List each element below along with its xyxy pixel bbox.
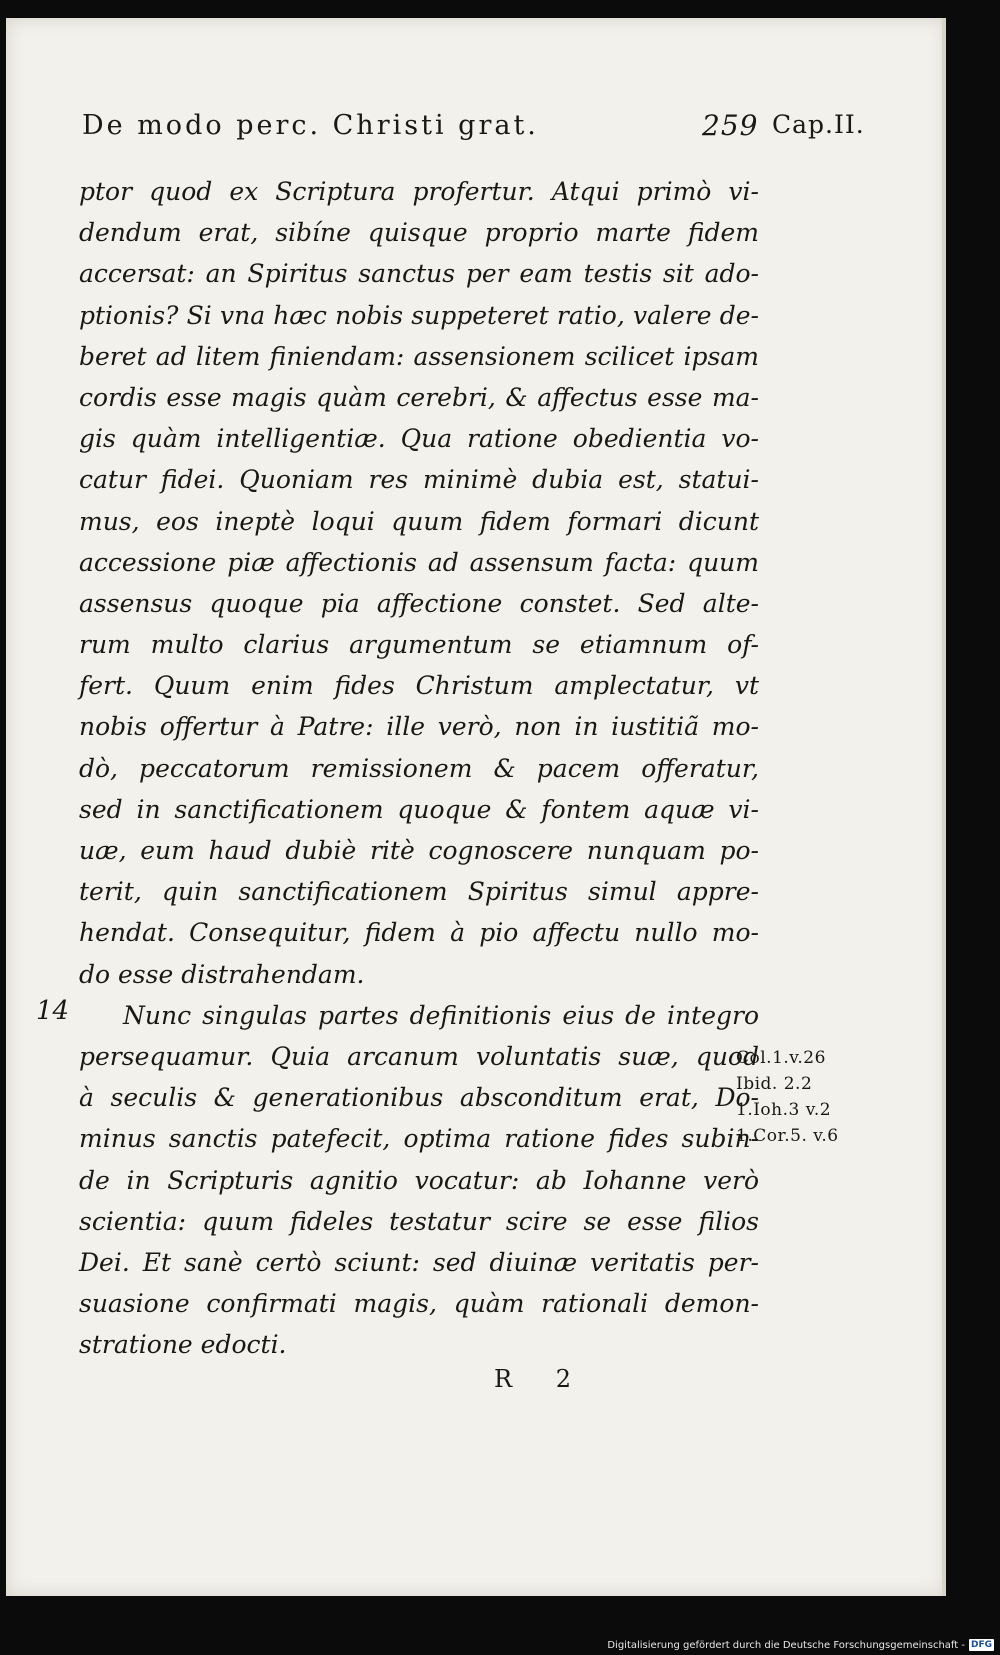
text-line: terit, quin sanctificationem Spiritus simul appre- [79,877,759,907]
text-line: ptor quod ex Scriptura profertur. Atqui primò vi- [79,177,759,206]
footer-credit: Digitalisierung gefördert durch die Deutsche Forschungsgemeinschaft - [607,1639,965,1651]
text-line: à seculis & generationibus absconditum erat, Do- [79,1083,759,1113]
text-line: sed in sanctificationem quoque & fontem aquæ vi- [79,794,759,824]
page-edge [942,18,946,1596]
text-line: gis quàm intelligentiæ. Qua ratione obedientia vo- [79,424,759,454]
text-line: stratione edocti. [79,1330,287,1360]
text-line: uæ, eum haud dubiè ritè cognoscere nunquam po- [79,836,759,865]
text-line: dò, peccatorum remissionem & pacem offeratur, [79,753,759,783]
margin-note: Ibid. 2.2 [736,1074,813,1094]
chapter-label: Cap.II. [772,110,865,139]
text-line: Dei. Et sanè certò sciunt: sed diuinæ veritatis per- [79,1247,759,1277]
text-line: rum multo clarius argumentum se etiamnum of- [79,630,759,660]
dfg-logo-icon: DFG [970,1640,992,1650]
text-line: hendat. Consequitur, fidem à pio affectu nullo mo- [79,918,759,948]
header-title: De modo perc. Christi grat. [82,110,539,141]
signature-mark: R 2 [494,1365,589,1393]
text-line: Nunc singulas partes definitionis eius de integro [123,1000,759,1030]
text-line: scientia: quum fideles testatur scire se esse filios [79,1206,759,1236]
body-text [79,171,759,1365]
margin-note: Col.1.v.26 [736,1048,826,1068]
book-page [6,18,946,1596]
margin-notes [736,1045,876,1149]
text-line: cordis esse magis quàm cerebri, & affectus esse ma- [79,382,759,412]
text-line: catur fidei. Quoniam res minimè dubia est, statui- [79,465,759,495]
text-line: persequamur. Quia arcanum voluntatis suæ, quod [79,1041,759,1071]
text-line: assensus quoque pia affectione constet. Sed alte- [79,588,759,618]
text-line: suasione confirmati magis, quàm rationali demon- [79,1289,759,1319]
text-line: dendum erat, sibíne quisque proprio marte fidem [79,218,759,248]
text-line: accessione piæ affectionis ad assensum facta: quum [79,547,759,577]
text-line: minus sanctis patefecit, optima ratione fides subin- [79,1124,759,1154]
page-number: 259 [702,109,759,142]
text-line: beret ad litem finiendam: assensionem scilicet ipsam [79,341,759,371]
text-line: nobis offertur à Patre: ille verò, non in iustitiã mo- [79,712,759,742]
text-line: fert. Quum enim fides Christum amplectatur, vt [79,671,759,701]
digitization-footer [607,1639,994,1651]
paragraph-number: 14 [36,996,70,1026]
text-line: do esse distrahendam. [79,959,365,989]
text-line: accersat: an Spiritus sanctus per eam testis sit ado- [79,259,759,289]
margin-note: 1.Cor.5. v.6 [736,1126,839,1146]
text-line: mus, eos ineptè loqui quum fidem formari dicunt [79,506,759,536]
text-line: ptionis? Si vna hæc nobis suppeteret ratio, valere de- [79,300,759,330]
running-header [82,110,872,150]
text-line: de in Scripturis agnitio vocatur: ab Iohanne verò [79,1165,759,1195]
margin-note: 1.Ioh.3 v.2 [736,1100,832,1120]
